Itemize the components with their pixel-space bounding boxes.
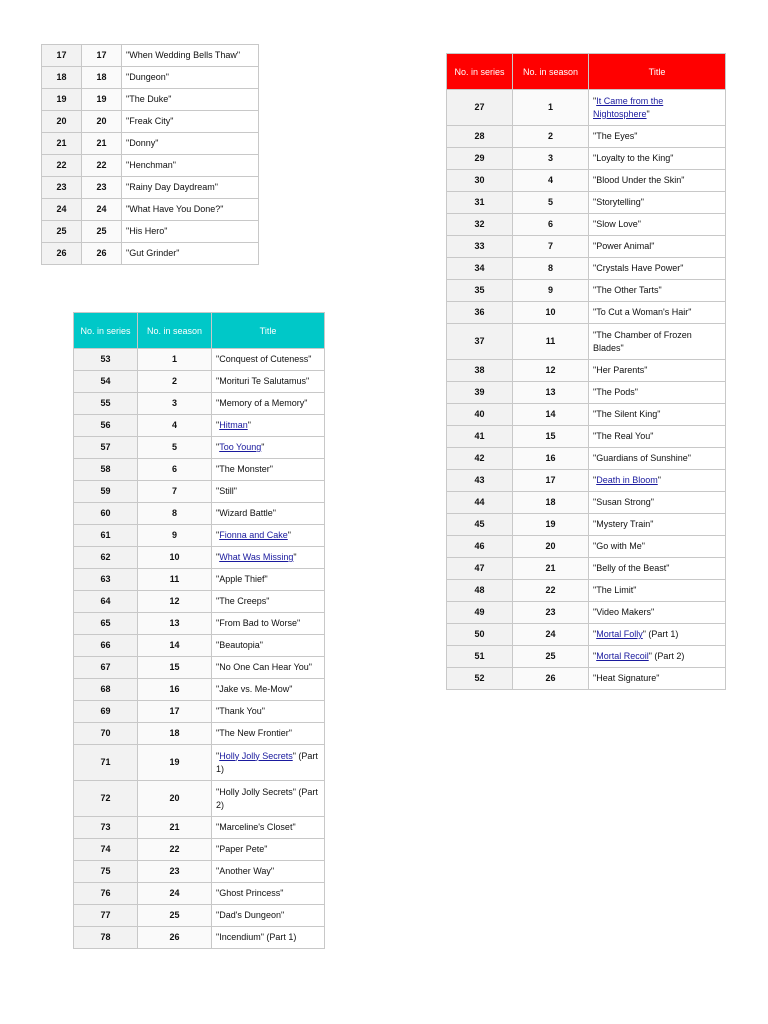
cell-title: "Her Parents" bbox=[589, 360, 726, 382]
cell-no-in-season: 13 bbox=[138, 613, 212, 635]
episode-title-link[interactable]: Mortal Folly bbox=[596, 629, 643, 639]
cell-no-in-season: 21 bbox=[138, 817, 212, 839]
cell-no-in-series: 74 bbox=[74, 839, 138, 861]
table-row bbox=[447, 148, 726, 170]
cell-no-in-series: 17 bbox=[42, 45, 82, 67]
cell-no-in-season: 18 bbox=[513, 492, 589, 514]
cell-no-in-series: 52 bbox=[447, 668, 513, 690]
cell-no-in-series: 71 bbox=[74, 745, 138, 781]
cell-title: "Guardians of Sunshine" bbox=[589, 448, 726, 470]
table-row bbox=[447, 192, 726, 214]
cell-no-in-series: 27 bbox=[447, 90, 513, 126]
cell-no-in-season: 25 bbox=[513, 646, 589, 668]
cell-title: "To Cut a Woman's Hair" bbox=[589, 302, 726, 324]
cell-title: "Susan Strong" bbox=[589, 492, 726, 514]
title-suffix: " bbox=[287, 530, 291, 540]
title-prefix: " bbox=[216, 750, 220, 761]
title-suffix: " (Part 2) bbox=[648, 651, 685, 661]
table-header-row bbox=[74, 313, 325, 349]
table-row bbox=[447, 170, 726, 192]
table-row bbox=[447, 536, 726, 558]
cell-title: "Belly of the Beast" bbox=[589, 558, 726, 580]
cell-no-in-season: 12 bbox=[513, 360, 589, 382]
table-row bbox=[42, 177, 259, 199]
table-row bbox=[42, 133, 259, 155]
title-prefix: " bbox=[593, 95, 597, 106]
cell-no-in-series: 70 bbox=[74, 723, 138, 745]
cell-no-in-season: 24 bbox=[138, 883, 212, 905]
cell-no-in-season: 12 bbox=[138, 591, 212, 613]
cell-title: "The Creeps" bbox=[212, 591, 325, 613]
table-row bbox=[74, 679, 325, 701]
cell-no-in-series: 72 bbox=[74, 781, 138, 817]
cell-title: "What Have You Done?" bbox=[122, 199, 259, 221]
cell-title: "Power Animal" bbox=[589, 236, 726, 258]
cell-no-in-season: 18 bbox=[82, 67, 122, 89]
cell-title: "Slow Love" bbox=[589, 214, 726, 236]
cell-title bbox=[212, 547, 325, 569]
cell-no-in-season: 5 bbox=[513, 192, 589, 214]
cell-title: "Blood Under the Skin" bbox=[589, 170, 726, 192]
cell-no-in-series: 69 bbox=[74, 701, 138, 723]
cell-no-in-series: 28 bbox=[447, 126, 513, 148]
episode-title-link[interactable]: What Was Missing bbox=[219, 552, 294, 562]
cell-no-in-season: 25 bbox=[138, 905, 212, 927]
cell-title bbox=[212, 415, 325, 437]
cell-no-in-series: 60 bbox=[74, 503, 138, 525]
cell-no-in-season: 15 bbox=[513, 426, 589, 448]
cell-title: "Holly Jolly Secrets" (Part 2) bbox=[212, 781, 325, 817]
table-row bbox=[74, 503, 325, 525]
cell-title: "Paper Pete" bbox=[212, 839, 325, 861]
cell-no-in-series: 38 bbox=[447, 360, 513, 382]
cell-no-in-series: 78 bbox=[74, 927, 138, 949]
cell-title: "The Limit" bbox=[589, 580, 726, 602]
cell-title: "Conquest of Cuteness" bbox=[212, 349, 325, 371]
table-row bbox=[74, 927, 325, 949]
table-row bbox=[74, 547, 325, 569]
cell-no-in-season: 20 bbox=[513, 536, 589, 558]
cell-title: "Dungeon" bbox=[122, 67, 259, 89]
episode-title-link[interactable]: Hitman bbox=[219, 420, 248, 430]
cell-no-in-series: 61 bbox=[74, 525, 138, 547]
cell-title: "Thank You" bbox=[212, 701, 325, 723]
table-row bbox=[74, 349, 325, 371]
cell-title: "Memory of a Memory" bbox=[212, 393, 325, 415]
cell-no-in-series: 44 bbox=[447, 492, 513, 514]
table-row bbox=[447, 448, 726, 470]
cell-title bbox=[212, 745, 325, 781]
table-row bbox=[447, 492, 726, 514]
title-suffix: " (Part 1) bbox=[642, 629, 679, 639]
table-row bbox=[74, 437, 325, 459]
episode-title-link[interactable]: Too Young bbox=[219, 442, 262, 452]
cell-no-in-season: 8 bbox=[138, 503, 212, 525]
cell-no-in-series: 34 bbox=[447, 258, 513, 280]
table-row bbox=[42, 155, 259, 177]
cell-no-in-series: 75 bbox=[74, 861, 138, 883]
cell-title: "Another Way" bbox=[212, 861, 325, 883]
cell-no-in-series: 36 bbox=[447, 302, 513, 324]
cell-no-in-series: 66 bbox=[74, 635, 138, 657]
cell-title: "The Chamber of Frozen Blades" bbox=[589, 324, 726, 360]
cell-no-in-season: 7 bbox=[513, 236, 589, 258]
cell-no-in-series: 41 bbox=[447, 426, 513, 448]
cell-no-in-series: 48 bbox=[447, 580, 513, 602]
cell-no-in-series: 32 bbox=[447, 214, 513, 236]
cell-no-in-season: 4 bbox=[513, 170, 589, 192]
cell-no-in-series: 63 bbox=[74, 569, 138, 591]
cell-no-in-series: 54 bbox=[74, 371, 138, 393]
cell-no-in-series: 39 bbox=[447, 382, 513, 404]
cell-no-in-season: 14 bbox=[138, 635, 212, 657]
table-row bbox=[74, 415, 325, 437]
cell-title bbox=[589, 646, 726, 668]
episode-table-season-3-body bbox=[74, 349, 325, 949]
table-row bbox=[447, 360, 726, 382]
table-row bbox=[74, 569, 325, 591]
table-row bbox=[447, 668, 726, 690]
cell-no-in-season: 22 bbox=[138, 839, 212, 861]
cell-no-in-season: 23 bbox=[82, 177, 122, 199]
cell-no-in-series: 43 bbox=[447, 470, 513, 492]
table-row bbox=[74, 817, 325, 839]
cell-no-in-season: 9 bbox=[513, 280, 589, 302]
table-row bbox=[42, 221, 259, 243]
cell-no-in-series: 47 bbox=[447, 558, 513, 580]
cell-title bbox=[212, 437, 325, 459]
cell-title bbox=[589, 90, 726, 126]
title-suffix: " bbox=[657, 475, 661, 485]
episode-table-season-3 bbox=[73, 312, 325, 949]
cell-no-in-season: 2 bbox=[138, 371, 212, 393]
cell-title: "When Wedding Bells Thaw" bbox=[122, 45, 259, 67]
table-row bbox=[447, 646, 726, 668]
table-row bbox=[74, 861, 325, 883]
table-row bbox=[74, 525, 325, 547]
cell-no-in-series: 76 bbox=[74, 883, 138, 905]
cell-title: "Ghost Princess" bbox=[212, 883, 325, 905]
cell-no-in-season: 7 bbox=[138, 481, 212, 503]
cell-no-in-series: 40 bbox=[447, 404, 513, 426]
cell-no-in-season: 3 bbox=[138, 393, 212, 415]
title-prefix: " bbox=[593, 651, 597, 661]
cell-no-in-series: 23 bbox=[42, 177, 82, 199]
cell-no-in-season: 25 bbox=[82, 221, 122, 243]
cell-no-in-series: 25 bbox=[42, 221, 82, 243]
cell-no-in-season: 5 bbox=[138, 437, 212, 459]
cell-no-in-season: 6 bbox=[138, 459, 212, 481]
cell-title: "Beautopia" bbox=[212, 635, 325, 657]
cell-no-in-series: 35 bbox=[447, 280, 513, 302]
cell-no-in-series: 31 bbox=[447, 192, 513, 214]
table-row bbox=[74, 905, 325, 927]
cell-no-in-season: 22 bbox=[513, 580, 589, 602]
cell-title: "Jake vs. Me-Mow" bbox=[212, 679, 325, 701]
table-row bbox=[447, 90, 726, 126]
cell-no-in-series: 50 bbox=[447, 624, 513, 646]
table-row bbox=[74, 723, 325, 745]
table-header-row bbox=[447, 54, 726, 90]
table-row bbox=[74, 781, 325, 817]
table-row bbox=[74, 481, 325, 503]
table-row bbox=[42, 111, 259, 133]
cell-no-in-series: 42 bbox=[447, 448, 513, 470]
table-row bbox=[42, 243, 259, 265]
title-suffix: " (Part 1) bbox=[216, 750, 318, 774]
cell-no-in-season: 16 bbox=[138, 679, 212, 701]
title-prefix: " bbox=[216, 530, 220, 540]
episode-title-link[interactable]: Death in Bloom bbox=[596, 475, 658, 485]
cell-no-in-season: 23 bbox=[138, 861, 212, 883]
cell-no-in-series: 30 bbox=[447, 170, 513, 192]
episode-table-top bbox=[41, 44, 259, 265]
table-row bbox=[447, 514, 726, 536]
cell-no-in-series: 46 bbox=[447, 536, 513, 558]
cell-no-in-season: 18 bbox=[138, 723, 212, 745]
table-row bbox=[74, 635, 325, 657]
cell-title bbox=[589, 624, 726, 646]
cell-no-in-season: 17 bbox=[513, 470, 589, 492]
cell-no-in-season: 2 bbox=[513, 126, 589, 148]
table-row bbox=[447, 382, 726, 404]
table-row bbox=[74, 591, 325, 613]
cell-no-in-series: 33 bbox=[447, 236, 513, 258]
cell-title: "Video Makers" bbox=[589, 602, 726, 624]
cell-no-in-series: 64 bbox=[74, 591, 138, 613]
cell-no-in-season: 3 bbox=[513, 148, 589, 170]
title-suffix: " bbox=[646, 108, 650, 119]
table-row bbox=[447, 214, 726, 236]
table-row bbox=[74, 701, 325, 723]
cell-title: "The Real You" bbox=[589, 426, 726, 448]
cell-no-in-season: 20 bbox=[138, 781, 212, 817]
cell-no-in-series: 19 bbox=[42, 89, 82, 111]
cell-title: "Incendium" (Part 1) bbox=[212, 927, 325, 949]
title-prefix: " bbox=[216, 442, 220, 452]
table-row bbox=[447, 426, 726, 448]
cell-title: "Storytelling" bbox=[589, 192, 726, 214]
cell-title: "Apple Thief" bbox=[212, 569, 325, 591]
cell-title: "Heat Signature" bbox=[589, 668, 726, 690]
cell-no-in-series: 24 bbox=[42, 199, 82, 221]
cell-title: "Marceline's Closet" bbox=[212, 817, 325, 839]
cell-title: "Donny" bbox=[122, 133, 259, 155]
cell-no-in-series: 45 bbox=[447, 514, 513, 536]
cell-no-in-series: 49 bbox=[447, 602, 513, 624]
cell-no-in-series: 51 bbox=[447, 646, 513, 668]
table-row bbox=[447, 258, 726, 280]
cell-title: "Gut Grinder" bbox=[122, 243, 259, 265]
cell-no-in-season: 19 bbox=[513, 514, 589, 536]
header-title: Title bbox=[212, 313, 325, 349]
table-row bbox=[447, 470, 726, 492]
cell-no-in-season: 15 bbox=[138, 657, 212, 679]
cell-no-in-season: 13 bbox=[513, 382, 589, 404]
cell-title: "The Pods" bbox=[589, 382, 726, 404]
header-no-in-season: No. in season bbox=[138, 313, 212, 349]
cell-no-in-season: 1 bbox=[513, 90, 589, 126]
cell-no-in-series: 57 bbox=[74, 437, 138, 459]
table-row bbox=[447, 404, 726, 426]
cell-title: "Rainy Day Daydream" bbox=[122, 177, 259, 199]
cell-no-in-series: 62 bbox=[74, 547, 138, 569]
cell-no-in-series: 37 bbox=[447, 324, 513, 360]
table-row bbox=[447, 580, 726, 602]
table-row bbox=[447, 236, 726, 258]
cell-no-in-season: 17 bbox=[82, 45, 122, 67]
cell-title: "The Other Tarts" bbox=[589, 280, 726, 302]
table-row bbox=[74, 839, 325, 861]
header-no-in-series: No. in series bbox=[74, 313, 138, 349]
cell-title: "The Monster" bbox=[212, 459, 325, 481]
table-row bbox=[74, 613, 325, 635]
table-row bbox=[74, 459, 325, 481]
cell-no-in-series: 67 bbox=[74, 657, 138, 679]
table-row bbox=[74, 393, 325, 415]
episode-table-top-body bbox=[42, 45, 259, 265]
cell-title: "Mystery Train" bbox=[589, 514, 726, 536]
cell-no-in-season: 9 bbox=[138, 525, 212, 547]
title-suffix: " bbox=[261, 442, 265, 452]
cell-title: "The Duke" bbox=[122, 89, 259, 111]
table-row bbox=[42, 89, 259, 111]
cell-no-in-season: 26 bbox=[138, 927, 212, 949]
cell-no-in-season: 26 bbox=[82, 243, 122, 265]
cell-title: "Freak City" bbox=[122, 111, 259, 133]
cell-title: "Wizard Battle" bbox=[212, 503, 325, 525]
cell-no-in-series: 18 bbox=[42, 67, 82, 89]
cell-no-in-series: 73 bbox=[74, 817, 138, 839]
cell-no-in-series: 59 bbox=[74, 481, 138, 503]
cell-title: "The Eyes" bbox=[589, 126, 726, 148]
cell-no-in-season: 11 bbox=[138, 569, 212, 591]
episode-table-season-2-body bbox=[447, 90, 726, 690]
cell-no-in-season: 17 bbox=[138, 701, 212, 723]
cell-no-in-series: 68 bbox=[74, 679, 138, 701]
cell-no-in-series: 65 bbox=[74, 613, 138, 635]
cell-title bbox=[589, 470, 726, 492]
cell-no-in-series: 29 bbox=[447, 148, 513, 170]
cell-no-in-season: 1 bbox=[138, 349, 212, 371]
table-row bbox=[447, 302, 726, 324]
cell-no-in-season: 24 bbox=[82, 199, 122, 221]
cell-title: "Crystals Have Power" bbox=[589, 258, 726, 280]
cell-title: "Still" bbox=[212, 481, 325, 503]
header-no-in-series: No. in series bbox=[447, 54, 513, 90]
title-suffix: " bbox=[293, 552, 297, 562]
cell-title: "Loyalty to the King" bbox=[589, 148, 726, 170]
cell-no-in-series: 53 bbox=[74, 349, 138, 371]
cell-no-in-season: 11 bbox=[513, 324, 589, 360]
cell-no-in-series: 26 bbox=[42, 243, 82, 265]
table-row bbox=[42, 45, 259, 67]
table-row bbox=[447, 280, 726, 302]
episode-table-season-2 bbox=[446, 53, 726, 690]
cell-no-in-series: 58 bbox=[74, 459, 138, 481]
table-row bbox=[447, 324, 726, 360]
header-title: Title bbox=[589, 54, 726, 90]
episode-title-link[interactable]: It Came from the Nightosphere bbox=[593, 95, 664, 119]
table-row bbox=[447, 558, 726, 580]
cell-title: "His Hero" bbox=[122, 221, 259, 243]
cell-no-in-season: 16 bbox=[513, 448, 589, 470]
cell-title: "Go with Me" bbox=[589, 536, 726, 558]
cell-no-in-season: 4 bbox=[138, 415, 212, 437]
cell-title: "No One Can Hear You" bbox=[212, 657, 325, 679]
cell-no-in-series: 56 bbox=[74, 415, 138, 437]
cell-no-in-season: 10 bbox=[138, 547, 212, 569]
title-prefix: " bbox=[216, 420, 220, 430]
cell-no-in-season: 20 bbox=[82, 111, 122, 133]
table-row bbox=[74, 371, 325, 393]
cell-no-in-season: 6 bbox=[513, 214, 589, 236]
table-row bbox=[42, 199, 259, 221]
cell-no-in-season: 23 bbox=[513, 602, 589, 624]
cell-title bbox=[212, 525, 325, 547]
cell-no-in-season: 10 bbox=[513, 302, 589, 324]
table-row bbox=[74, 883, 325, 905]
table-row bbox=[447, 624, 726, 646]
cell-no-in-season: 26 bbox=[513, 668, 589, 690]
cell-no-in-season: 21 bbox=[513, 558, 589, 580]
episode-title-link[interactable]: Holly Jolly Secrets bbox=[219, 750, 293, 761]
cell-no-in-season: 22 bbox=[82, 155, 122, 177]
cell-title: "From Bad to Worse" bbox=[212, 613, 325, 635]
episode-title-link[interactable]: Fionna and Cake bbox=[219, 530, 288, 540]
cell-no-in-season: 19 bbox=[138, 745, 212, 781]
cell-no-in-series: 20 bbox=[42, 111, 82, 133]
table-row bbox=[42, 67, 259, 89]
title-prefix: " bbox=[216, 552, 220, 562]
cell-title: "The New Frontier" bbox=[212, 723, 325, 745]
cell-no-in-series: 55 bbox=[74, 393, 138, 415]
cell-no-in-season: 19 bbox=[82, 89, 122, 111]
table-row bbox=[447, 126, 726, 148]
cell-no-in-season: 21 bbox=[82, 133, 122, 155]
header-no-in-season: No. in season bbox=[513, 54, 589, 90]
cell-no-in-season: 8 bbox=[513, 258, 589, 280]
cell-no-in-season: 24 bbox=[513, 624, 589, 646]
cell-title: "Henchman" bbox=[122, 155, 259, 177]
title-suffix: " bbox=[247, 420, 251, 430]
cell-no-in-series: 22 bbox=[42, 155, 82, 177]
cell-title: "The Silent King" bbox=[589, 404, 726, 426]
table-row bbox=[447, 602, 726, 624]
cell-no-in-season: 14 bbox=[513, 404, 589, 426]
cell-no-in-series: 77 bbox=[74, 905, 138, 927]
title-prefix: " bbox=[593, 475, 597, 485]
episode-title-link[interactable]: Mortal Recoil bbox=[596, 651, 649, 661]
cell-title: "Morituri Te Salutamus" bbox=[212, 371, 325, 393]
table-row bbox=[74, 657, 325, 679]
table-row bbox=[74, 745, 325, 781]
title-prefix: " bbox=[593, 629, 597, 639]
cell-title: "Dad's Dungeon" bbox=[212, 905, 325, 927]
cell-no-in-series: 21 bbox=[42, 133, 82, 155]
